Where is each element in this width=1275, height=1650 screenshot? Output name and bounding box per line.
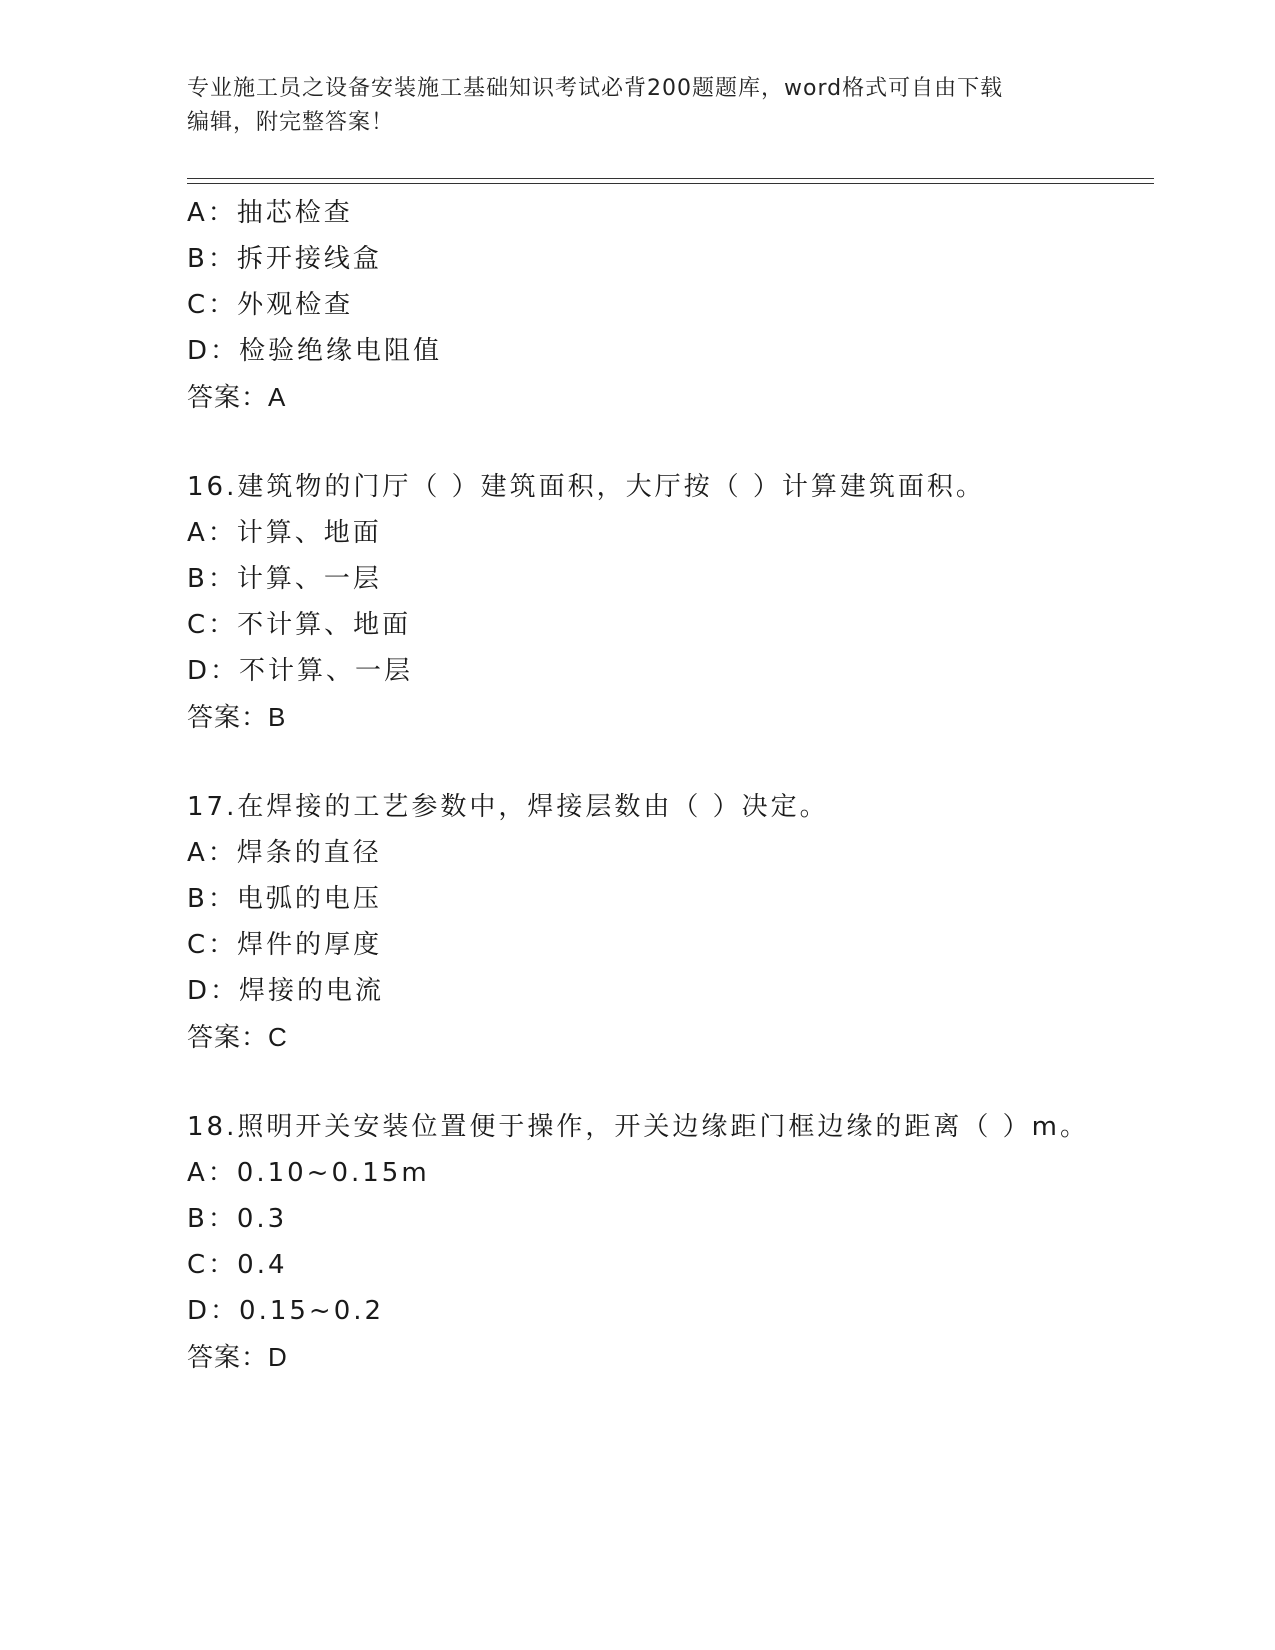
question-18-block xyxy=(187,1104,1147,1380)
option-d: D：检验绝缘电阻值 xyxy=(187,336,443,366)
option-c: C：焊件的厚度 xyxy=(187,930,383,960)
answer-line: 答案：D xyxy=(187,1342,288,1372)
option-c: C：外观检查 xyxy=(187,290,354,320)
question-15-block xyxy=(187,190,1147,420)
answer-line: 答案：C xyxy=(187,1022,288,1052)
option-b: B：电弧的电压 xyxy=(187,884,382,914)
option-a: A：抽芯检查 xyxy=(187,198,353,228)
option-a: A：焊条的直径 xyxy=(187,838,382,868)
option-c: C：不计算、地面 xyxy=(187,610,412,640)
question-stem: 18.照明开关安装位置便于操作，开关边缘距门框边缘的距离（ ）m。 xyxy=(187,1112,1089,1142)
header-line-2: 编辑，附完整答案！ xyxy=(187,110,395,135)
option-c: C：0.4 xyxy=(187,1250,288,1280)
answer-line: 答案：B xyxy=(187,702,287,732)
question-16-block xyxy=(187,464,1147,740)
question-stem: 17.在焊接的工艺参数中，焊接层数由（ ）决定。 xyxy=(187,792,829,822)
option-a: A：0.10~0.15m xyxy=(187,1158,430,1188)
question-stem: 16.建筑物的门厅（ ）建筑面积，大厅按（ ）计算建筑面积。 xyxy=(187,472,985,502)
option-b: B：0.3 xyxy=(187,1204,288,1234)
option-d: D：0.15~0.2 xyxy=(187,1296,385,1326)
header-line-1: 专业施工员之设备安装施工基础知识考试必背200题题库，word格式可自由下载 xyxy=(187,76,1004,101)
header-divider-top xyxy=(187,178,1154,179)
question-17-block xyxy=(187,784,1147,1060)
document-header xyxy=(187,72,1087,140)
answer-line: 答案：A xyxy=(187,382,287,412)
option-b: B：拆开接线盒 xyxy=(187,244,382,274)
option-b: B：计算、一层 xyxy=(187,564,382,594)
option-d: D：焊接的电流 xyxy=(187,976,385,1006)
option-d: D：不计算、一层 xyxy=(187,656,414,686)
header-divider-bottom xyxy=(187,183,1154,184)
option-a: A：计算、地面 xyxy=(187,518,382,548)
question-list xyxy=(187,190,1147,1380)
